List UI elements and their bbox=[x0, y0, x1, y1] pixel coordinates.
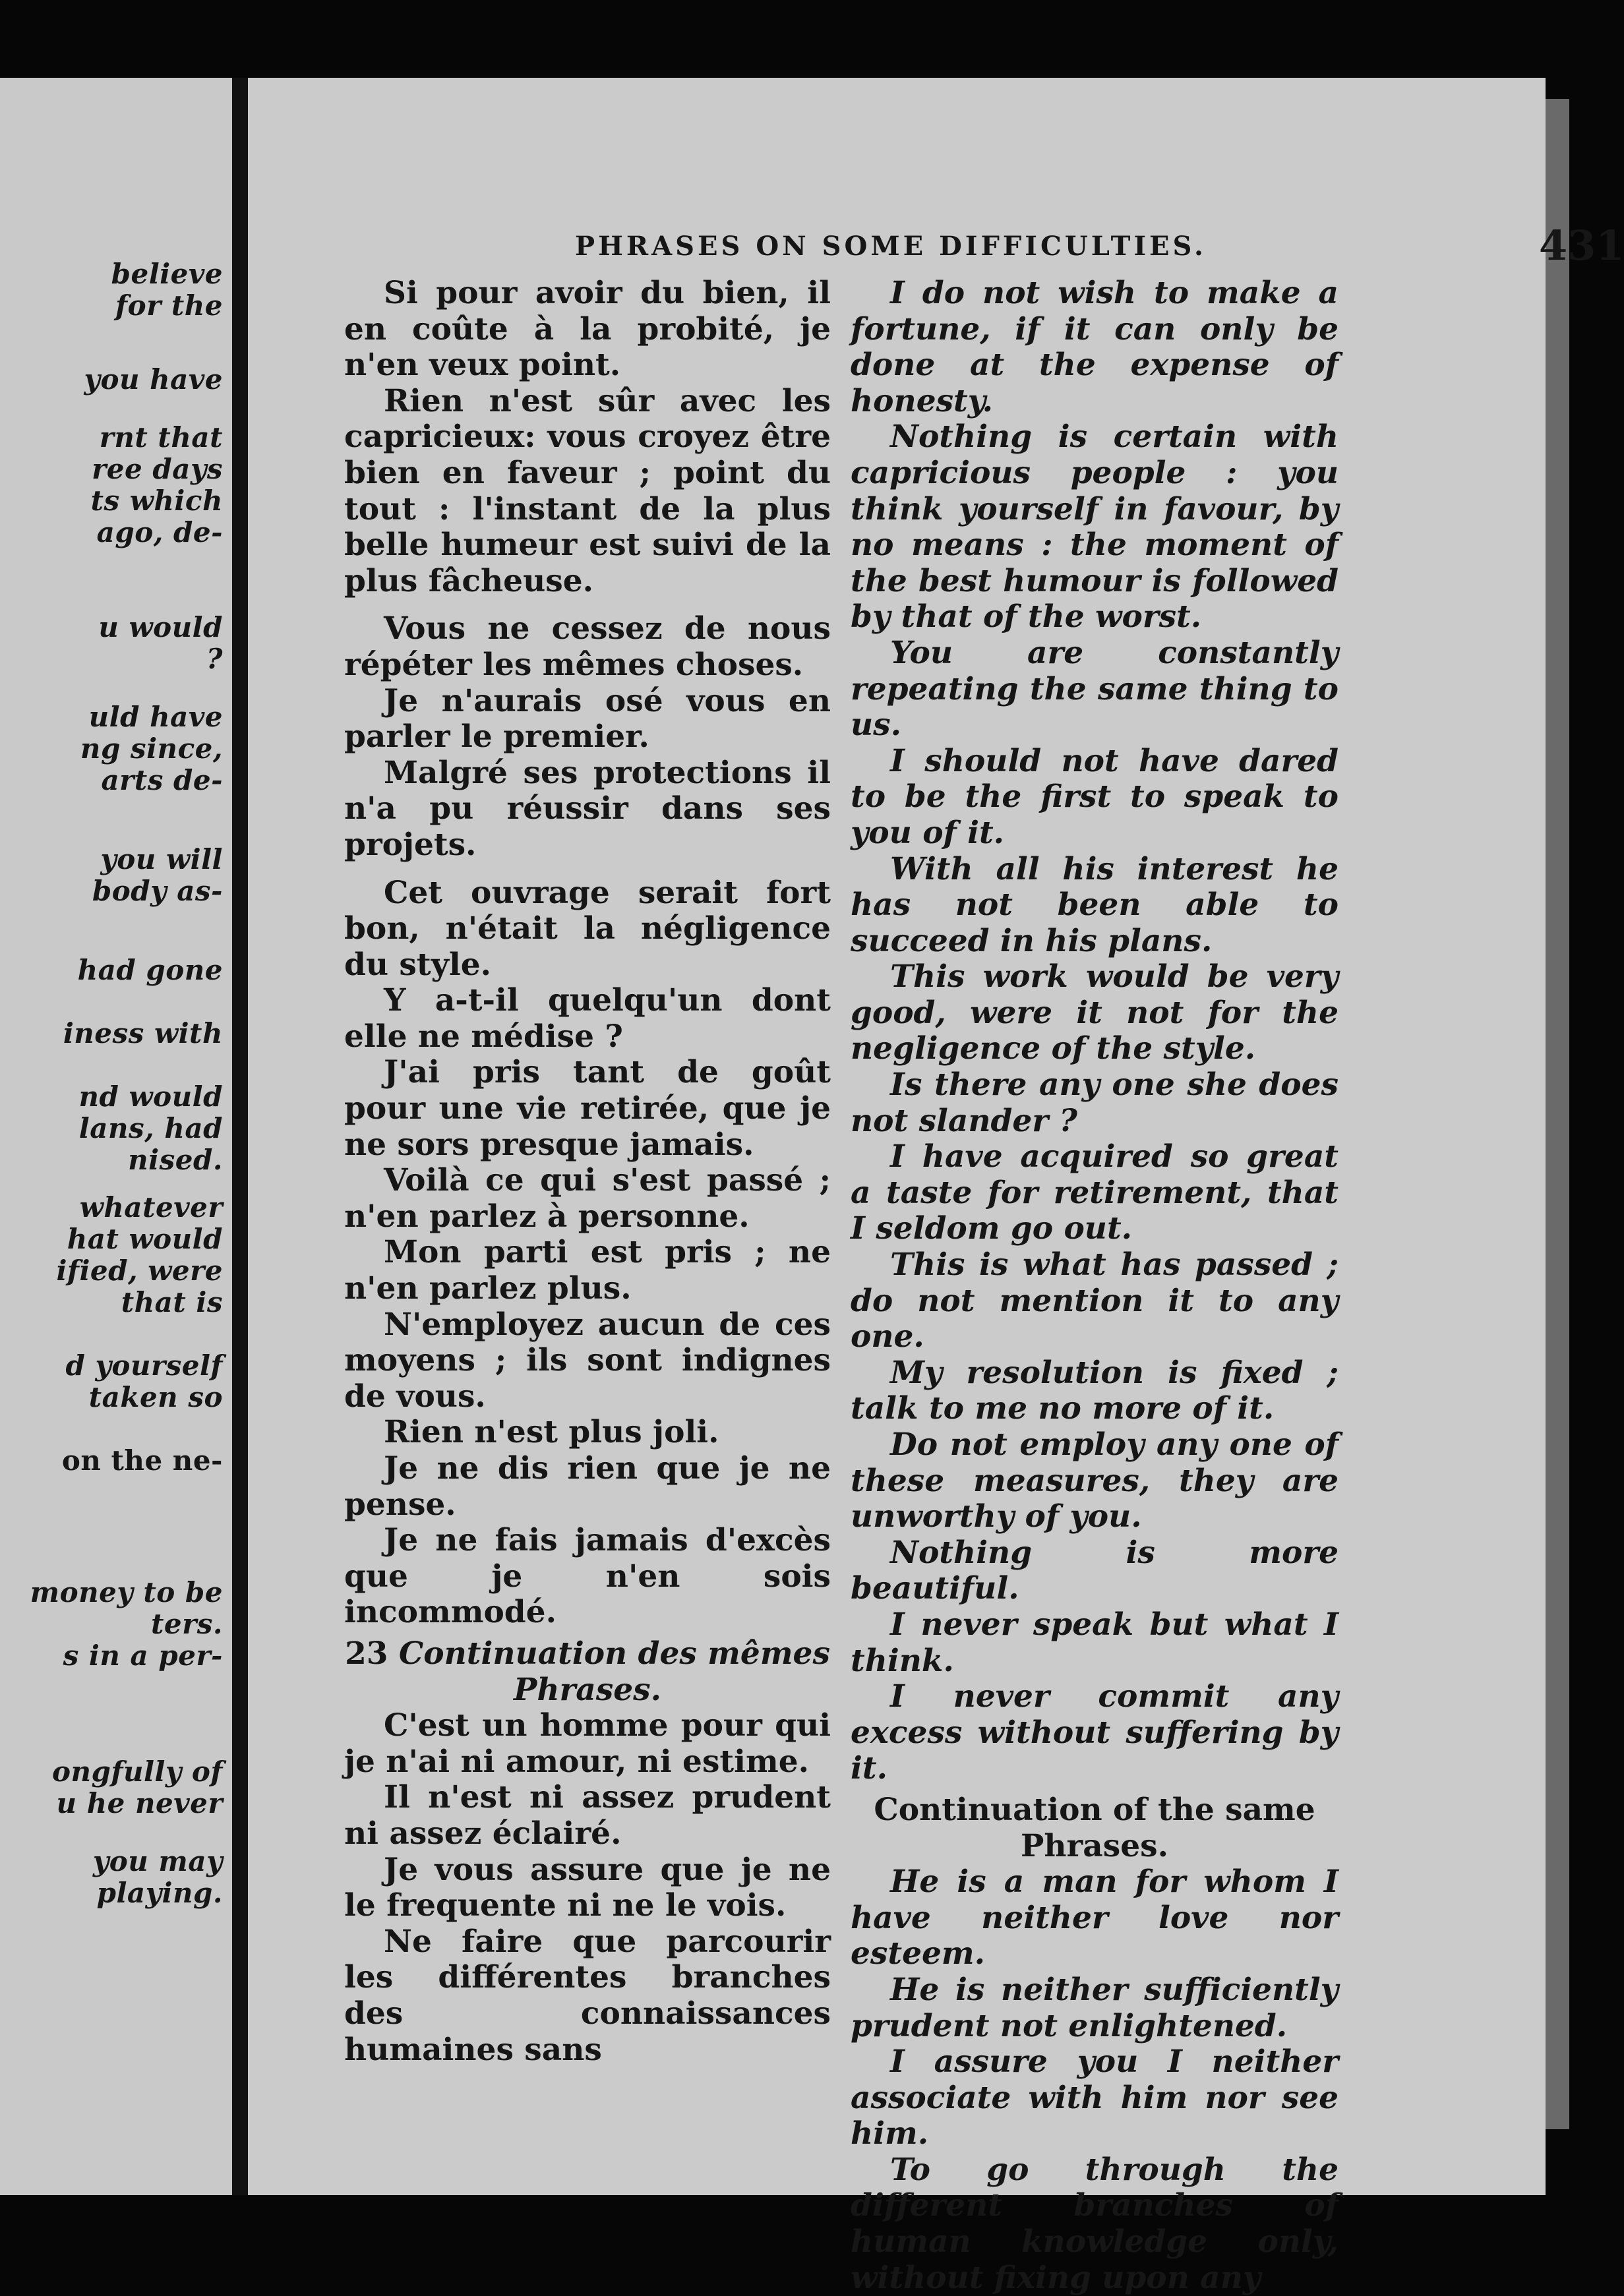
right-page bbox=[248, 78, 1624, 2296]
left-page-line: u he never bbox=[56, 1787, 223, 1819]
section-heading bbox=[344, 1636, 831, 1708]
left-page-line: for the bbox=[115, 289, 223, 322]
left-page-line: that is bbox=[121, 1286, 223, 1318]
left-page-line: nd would bbox=[78, 1080, 223, 1113]
left-page-line: lans, had bbox=[78, 1112, 223, 1144]
left-page-line: you may bbox=[92, 1845, 223, 1877]
left-page-line: u would bbox=[98, 611, 223, 643]
french-phrase: Je vous assure que je ne le frequente ni ne le vois. bbox=[344, 1851, 831, 1924]
book-gutter bbox=[232, 78, 248, 2195]
running-head: PHRASES ON SOME DIFFICULTIES. bbox=[575, 231, 1207, 262]
english-phrase: Nothing is certain with capricious people : you think yourself in favour, by no means : the moment of the best humour is followed by that of the worst. bbox=[851, 419, 1338, 635]
left-page-line: playing. bbox=[96, 1877, 223, 1909]
section-heading bbox=[851, 1792, 1338, 1864]
french-column bbox=[344, 276, 831, 2068]
french-phrase: Rien n'est sûr avec les capricieux: vous croyez être bien en faveur ; point du tout : l'instant de la plus belle humeur est suivi de la plus fâcheuse. bbox=[344, 382, 831, 599]
left-page-line: hat would bbox=[67, 1223, 223, 1255]
left-page-line: arts de- bbox=[101, 764, 223, 796]
left-page-line: ? bbox=[206, 643, 223, 675]
french-phrase: Il n'est ni assez prudent ni assez éclairé. bbox=[344, 1779, 831, 1852]
french-phrase: Malgré ses protections il n'a pu réussir dans ses projets. bbox=[344, 754, 831, 863]
french-phrase: Vous ne cessez de nous répéter les mêmes choses. bbox=[344, 610, 831, 683]
left-page-line: rnt that bbox=[99, 421, 223, 454]
page-edge bbox=[1546, 99, 1569, 2129]
english-phrase: Is there any one she does not slander ? bbox=[851, 1067, 1338, 1139]
french-phrase: N'employez aucun de ces moyens ; ils sont indignes de vous. bbox=[344, 1306, 831, 1415]
left-page-line: believe bbox=[111, 258, 223, 290]
english-phrase: I do not wish to make a fortune, if it can only be done at the expense of honesty. bbox=[851, 275, 1338, 419]
left-page-line: money to be bbox=[30, 1576, 223, 1608]
left-page-line: ters. bbox=[150, 1608, 223, 1640]
english-phrase: My resolution is fixed ; talk to me no more of it. bbox=[851, 1354, 1338, 1427]
english-phrase: Nothing is more beautiful. bbox=[851, 1534, 1338, 1607]
french-phrase: Je n'aurais osé vous en parler le premier. bbox=[344, 682, 831, 755]
english-phrase: I have acquired so great a taste for retirement, that I seldom go out. bbox=[851, 1138, 1338, 1247]
left-page-line: d yourself bbox=[65, 1349, 223, 1382]
english-phrase: I assure you I neither associate with him nor see him. bbox=[851, 2044, 1338, 2152]
english-phrase: This work would be very good, were it not for the negligence of the style. bbox=[851, 958, 1338, 1067]
french-phrase: Ne faire que parcourir les différentes branches des connaissances humaines sans bbox=[344, 1923, 831, 2068]
left-page-line: body as- bbox=[92, 875, 223, 907]
french-phrase: Rien n'est plus joli. bbox=[384, 1414, 719, 1451]
french-phrase: Mon parti est pris ; ne n'en parlez plus. bbox=[344, 1234, 831, 1307]
left-page-line: ified, were bbox=[56, 1254, 223, 1287]
section-number: 23 bbox=[345, 1635, 388, 1672]
english-phrase: He is neither sufficiently prudent not enlightened. bbox=[851, 1971, 1338, 2044]
left-page-line: ago, de- bbox=[96, 516, 223, 548]
left-page-line: uld have bbox=[88, 701, 223, 733]
english-phrase: He is a man for whom I have neither love nor esteem. bbox=[851, 1864, 1338, 1972]
english-column bbox=[851, 276, 1338, 2296]
english-phrase: I should not have dared to be the first to speak to you of it. bbox=[851, 742, 1338, 851]
left-page-line: on the ne- bbox=[61, 1444, 223, 1477]
left-page-line: ts which bbox=[90, 485, 223, 517]
french-phrase: J'ai pris tant de goût pour une vie retirée, que je ne sors presque jamais. bbox=[344, 1054, 831, 1163]
english-phrase: This is what has passed ; do not mention it to any one. bbox=[851, 1247, 1338, 1355]
left-page-line: ng since, bbox=[80, 732, 223, 765]
section-heading-text: Continuation des mêmes Phrases. bbox=[398, 1635, 830, 1708]
french-phrase: Je ne fais jamais d'excès que je n'en sois incommodé. bbox=[344, 1522, 831, 1631]
french-phrase: Y a-t-il quelqu'un dont elle ne médise ? bbox=[344, 982, 831, 1055]
left-page-line: whatever bbox=[79, 1191, 223, 1223]
french-phrase: C'est un homme pour qui je n'ai ni amour, ni estime. bbox=[344, 1707, 831, 1780]
left-page-line: nised. bbox=[128, 1144, 223, 1176]
left-page-line: s in a per- bbox=[63, 1639, 223, 1672]
left-page-line: taken so bbox=[88, 1381, 223, 1413]
english-phrase: You are constantly repeating the same thing to us. bbox=[851, 634, 1338, 744]
french-phrase: Cet ouvrage serait fort bon, n'était la négligence du style. bbox=[344, 874, 831, 983]
section-heading-text: Continuation of the same Phrases. bbox=[874, 1791, 1315, 1864]
left-page-line: you have bbox=[84, 363, 223, 396]
english-phrase: To go through the different branches of human knowledge only, without fixing upon any bbox=[851, 2151, 1338, 2296]
french-phrase: Voilà ce qui s'est passé ; n'en parlez à personne. bbox=[344, 1162, 831, 1235]
english-phrase: Do not employ any one of these measures, they are unworthy of you. bbox=[851, 1427, 1338, 1535]
page-number: 431 bbox=[1539, 221, 1624, 270]
left-page-line: you will bbox=[100, 843, 223, 875]
english-phrase: I never commit any excess without suffering by it. bbox=[851, 1678, 1338, 1787]
left-page-line: had gone bbox=[77, 954, 223, 986]
french-phrase: Si pour avoir du bien, il en coûte à la probité, je n'en veux point. bbox=[344, 275, 831, 384]
left-page-fragment bbox=[0, 78, 232, 2195]
english-phrase: With all his interest he has not been able to succeed in his plans. bbox=[851, 850, 1338, 959]
left-page-line: ongfully of bbox=[51, 1755, 223, 1788]
left-page-line: ree days bbox=[92, 453, 223, 485]
left-page-line: iness with bbox=[63, 1017, 223, 1049]
english-phrase: I never speak but what I think. bbox=[851, 1606, 1338, 1679]
french-phrase: Je ne dis rien que je ne pense. bbox=[344, 1450, 831, 1523]
